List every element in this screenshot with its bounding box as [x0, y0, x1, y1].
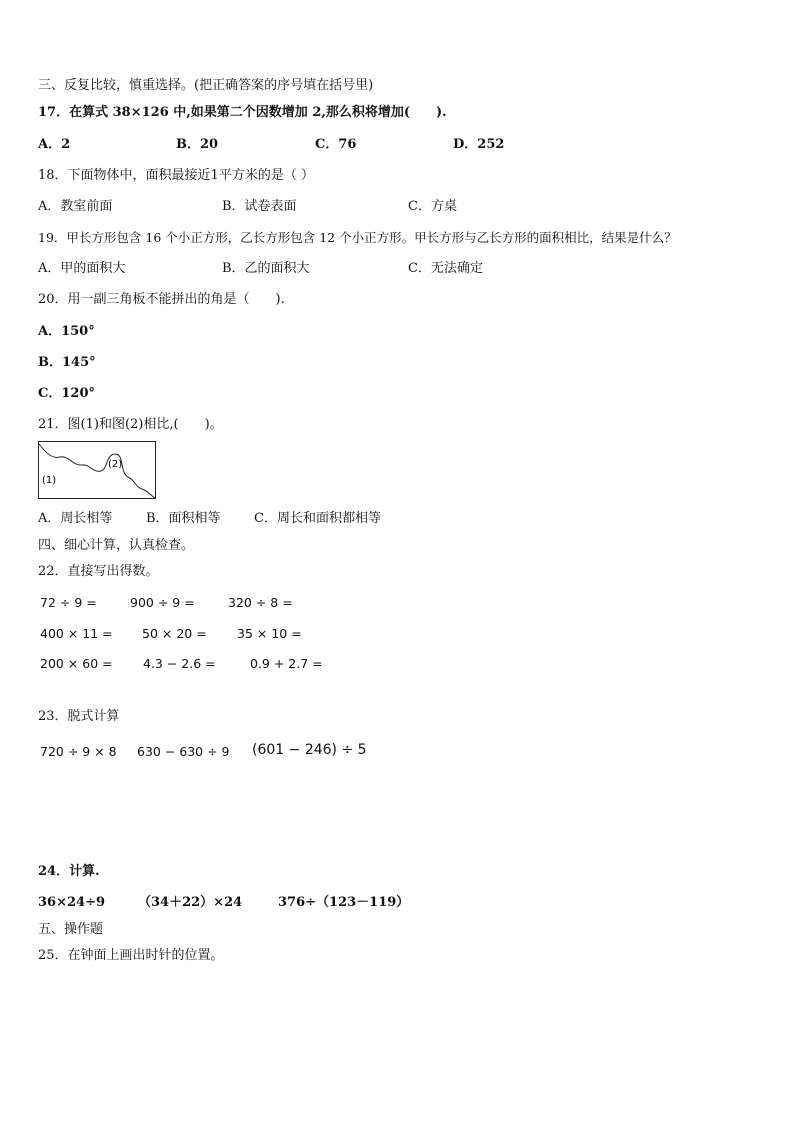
q22-stem: 22．直接写出得数。	[38, 564, 159, 579]
q19-option-b: B．乙的面积大	[222, 261, 310, 276]
q22-r3-c2: 4.3 − 2.6 =	[143, 656, 216, 671]
q18-option-b: B．试卷表面	[222, 199, 297, 214]
q22-r2-c2: 50 × 20 =	[142, 626, 207, 641]
section4-title: 四、细心计算，认真检查。	[38, 538, 195, 553]
q20-option-b: B．145°	[38, 355, 96, 370]
q22-r1-c2: 900 ÷ 9 =	[130, 595, 195, 610]
figure-label-2: (2)	[108, 459, 123, 470]
q21-figure-svg	[38, 441, 156, 499]
q21-option-c: C．周长和面积都相等	[254, 511, 381, 526]
q24-item-2: （34＋22）×24	[138, 895, 243, 910]
q19-stem: 19．甲长方形包含 16 个小正方形，乙长方形包含 12 个小正方形。甲长方形与乙长方形的面积相比，结果是什么？	[38, 230, 677, 245]
q25-stem: 25．在钟面上画出时针的位置。	[38, 948, 224, 963]
q21-stem: 21．图(1)和图(2)相比,( )。	[38, 417, 223, 432]
q21-option-a: A．周长相等	[38, 511, 113, 526]
q22-r3-c3: 0.9 + 2.7 =	[250, 656, 323, 671]
q24-item-1: 36×24÷9	[38, 895, 106, 910]
figure-dividing-curve	[39, 444, 155, 498]
q17-stem: 17．在算式 38×126 中,如果第二个因数增加 2,那么积将增加( ).	[38, 105, 447, 120]
q22-r3-c1: 200 × 60 =	[40, 656, 113, 671]
section3-title: 三、反复比较，慎重选择。(把正确答案的序号填在括号里)	[38, 78, 374, 93]
q23-item-1: 720 ÷ 9 × 8	[40, 744, 117, 759]
q17-option-a: A．2	[38, 137, 71, 152]
q17-option-d: D．252	[453, 137, 505, 152]
q19-option-c: C．无法确定	[408, 261, 483, 276]
figure-label-1: (1)	[42, 475, 57, 486]
q18-option-c: C．方桌	[408, 199, 457, 214]
q20-stem: 20．用一副三角板不能拼出的角是（ ).	[38, 292, 285, 307]
q24-item-3: 376÷（123－119）	[278, 895, 410, 910]
q24-stem: 24．计算.	[38, 864, 100, 879]
q17-option-b: B．20	[176, 137, 219, 152]
q18-option-a: A．教室前面	[38, 199, 113, 214]
q22-r1-c1: 72 ÷ 9 =	[40, 595, 97, 610]
q21-option-b: B．面积相等	[146, 511, 221, 526]
q23-item-3: (601 − 246) ÷ 5	[252, 742, 367, 758]
q19-option-a: A．甲的面积大	[38, 261, 126, 276]
q20-option-c: C．120°	[38, 386, 95, 401]
q20-option-a: A．150°	[38, 324, 95, 339]
q23-stem: 23．脱式计算	[38, 709, 120, 724]
q21-figure	[38, 441, 156, 499]
q22-r2-c3: 35 × 10 =	[237, 626, 302, 641]
section5-title: 五、操作题	[38, 922, 104, 937]
q22-r2-c1: 400 × 11 =	[40, 626, 113, 641]
q17-option-c: C．76	[315, 137, 357, 152]
q22-r1-c3: 320 ÷ 8 =	[228, 595, 293, 610]
q18-stem: 18．下面物体中，面积最接近1平方米的是（ ）	[38, 168, 314, 183]
figure-border	[39, 442, 156, 499]
q23-item-2: 630 − 630 ÷ 9	[137, 744, 230, 759]
